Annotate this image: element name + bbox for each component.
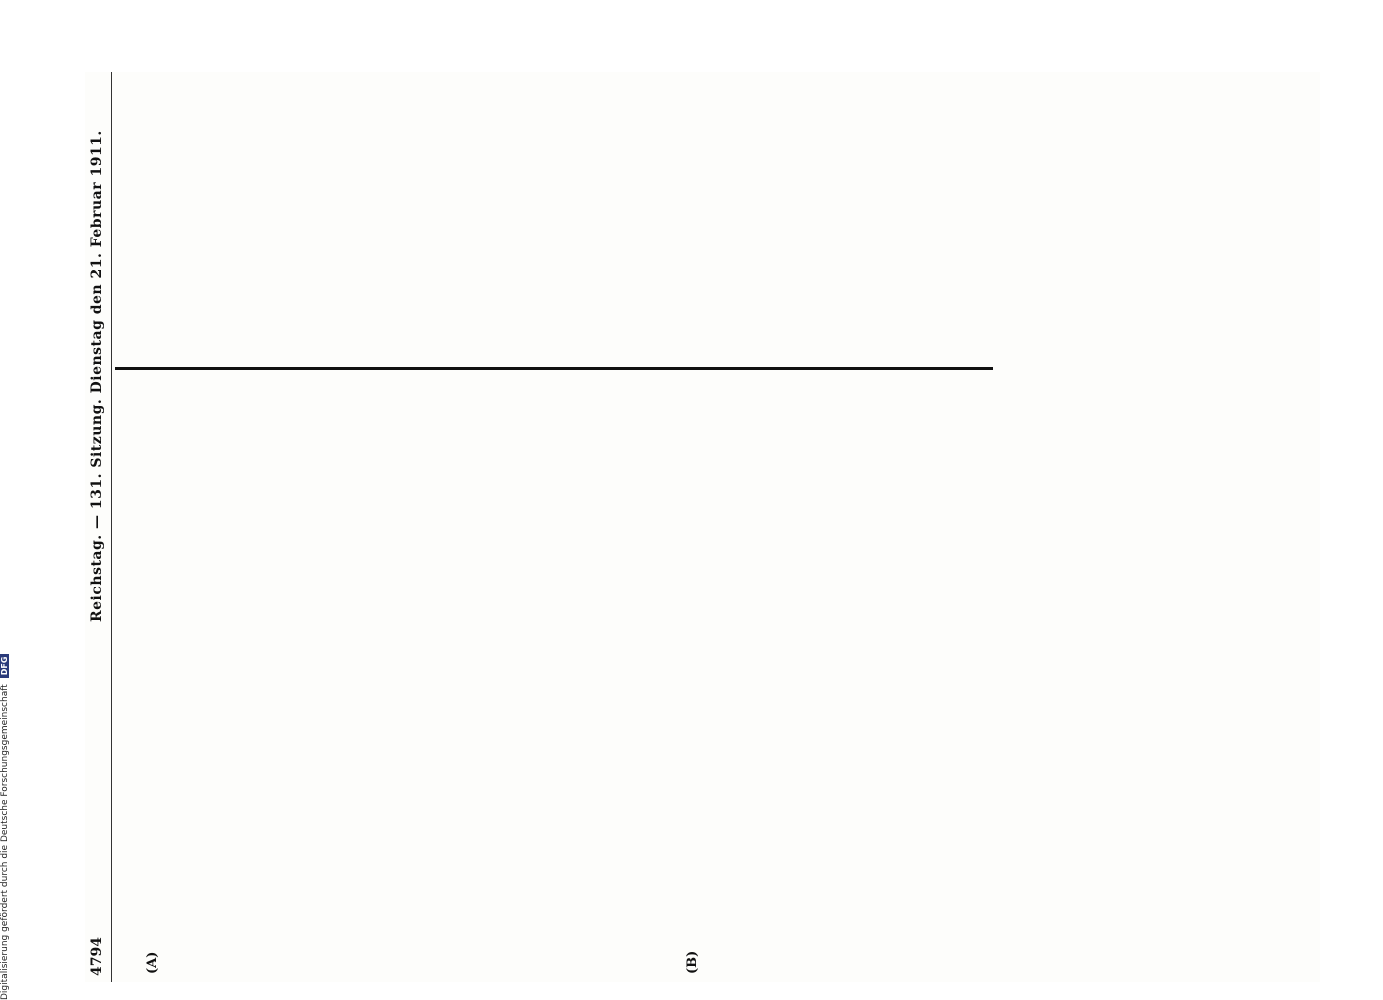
margin-marker-a: (A) xyxy=(145,951,160,974)
margin-marker-b: (B) xyxy=(685,950,700,974)
text-column-left xyxy=(119,390,987,942)
dfg-logo: DFG xyxy=(0,654,9,679)
text-column-right xyxy=(119,0,987,337)
page-title: Reichstag. — 131. Sitzung. Dienstag den 21. Februar 1911. xyxy=(89,130,105,622)
column-divider xyxy=(115,367,993,370)
credit-text: Digitalisierung gefördert durch die Deutsche Forschungsgemeinschaft xyxy=(0,684,10,1000)
page-number: 4794 xyxy=(89,937,105,976)
digitization-credit xyxy=(0,654,10,1000)
page-header xyxy=(85,72,112,982)
scanned-page xyxy=(85,72,1320,982)
